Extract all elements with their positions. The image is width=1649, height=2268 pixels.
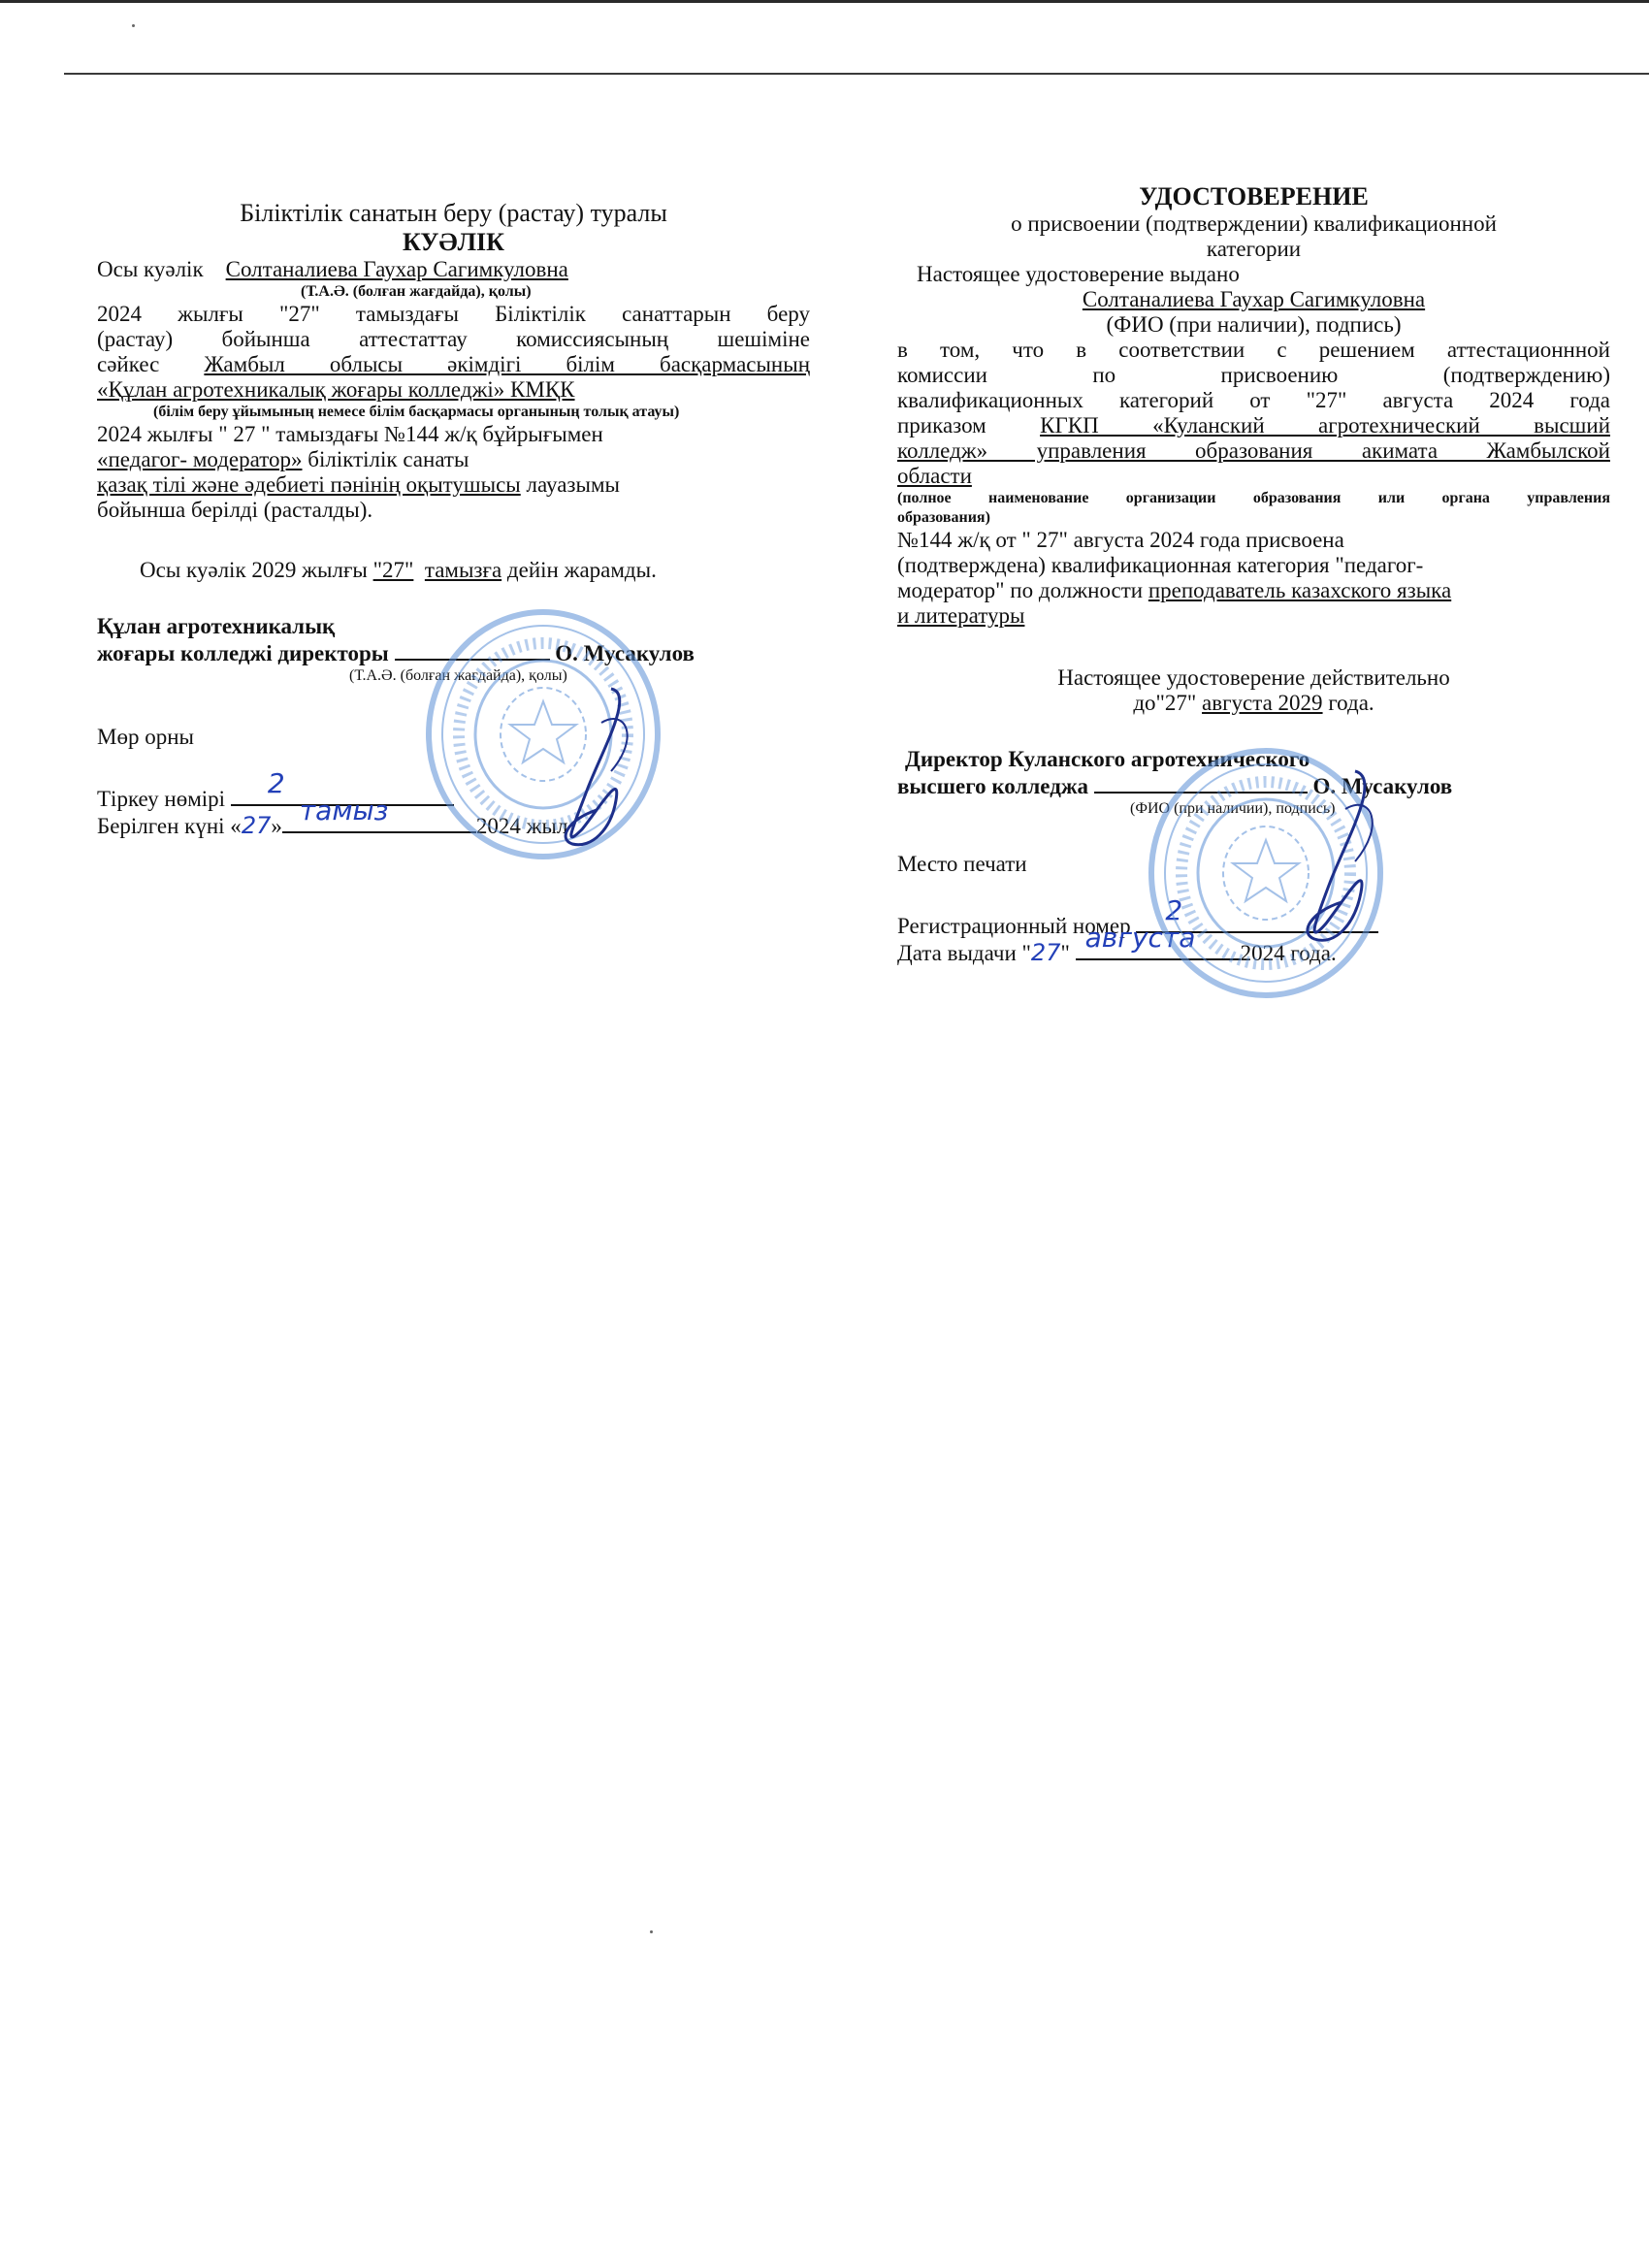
org-line-kz: «Құлан агротехникалық жоғары колледжі» КМҚК bbox=[97, 377, 575, 402]
org-line-ru: колледж» управления образования акимата Жамбылской bbox=[897, 438, 1610, 463]
org-name-ru: КГКП «Куланский агротехнический высший bbox=[1040, 413, 1611, 437]
granted-line-kz: бойынша берілді (расталды). bbox=[97, 498, 373, 522]
seal-place-ru: Место печати bbox=[897, 852, 1027, 876]
category-kz: «педагог- модератор» bbox=[97, 447, 303, 471]
validity-line-kz: Осы куәлік 2029 жылғы "27" тамызға дейін жарамды. bbox=[140, 558, 657, 582]
reg-line-kz: Тіркеу нөмірі 2 bbox=[97, 785, 810, 812]
validity-line-ru: Настоящее удостоверение действительно bbox=[1057, 665, 1450, 690]
body-line-ru: комиссии по присвоению (подтверждению) bbox=[897, 363, 1610, 387]
reg-number-ru: 2 bbox=[1165, 894, 1183, 926]
director-title-ru: Директор Куланского агротехнического bbox=[905, 747, 1310, 771]
director-line-ru: высшего колледжа О. Мусакулов bbox=[897, 774, 1453, 798]
issued-to-line-kz bbox=[97, 257, 810, 282]
certificate-title-ru: УДОСТОВЕРЕНИЕ bbox=[1139, 182, 1369, 211]
date-month-kz: тамыз bbox=[299, 794, 389, 826]
russian-certificate bbox=[897, 182, 1610, 966]
scan-speck bbox=[132, 24, 135, 27]
org-caption-ru: (полное наименование организации образования или органа управления bbox=[897, 490, 1610, 506]
body-line-ru: в том, что в соответствии с решением аттестационнной bbox=[897, 338, 1610, 362]
body-line-kz: 2024 жылғы "27" тамыздағы Біліктілік санаттарын беру bbox=[97, 302, 810, 326]
body-line-ru: квалификационных категорий от "27" августа 2024 года bbox=[897, 388, 1610, 412]
date-month-ru: августа bbox=[1084, 922, 1196, 954]
org-caption-ru: образования) bbox=[897, 509, 990, 526]
kazakh-certificate bbox=[97, 189, 810, 839]
certificate-subtitle-ru: категории bbox=[1206, 237, 1302, 261]
position-line-ru: и литературы bbox=[897, 603, 1025, 628]
category-line-kz: «педагог- модератор» біліктілік санаты bbox=[97, 447, 469, 471]
body-line-ru: приказом КГКП «Куланский агротехнический высший bbox=[897, 413, 1611, 437]
scan-top-edge bbox=[0, 0, 1649, 3]
order-line-ru: №144 ж/қ от " 27" августа 2024 года присвоена bbox=[897, 528, 1344, 552]
org-caption-kz: (білім беру ұйымының немесе білім басқармасы органының толық атауы) bbox=[153, 404, 680, 420]
director-name-ru: О. Мусакулов bbox=[1312, 774, 1453, 798]
body-line-kz: (растау) бойынша аттестаттау комиссиясының шешіміне bbox=[97, 327, 810, 351]
body-line-kz: сәйкес Жамбыл облысы әкімдігі білім басқармасының bbox=[97, 352, 811, 376]
name-caption-ru: (ФИО (при наличии), подпись) bbox=[1106, 312, 1402, 337]
reg-line-ru: Регистрационный номер 2 bbox=[897, 912, 1610, 939]
position-line-ru: модератор" по должности преподаватель казахского языка bbox=[897, 578, 1452, 602]
certificate-title-kz: КУӘЛІК bbox=[403, 228, 504, 256]
person-name-ru: Солтаналиева Гаухар Сагимкуловна bbox=[1082, 287, 1426, 311]
certificate-subtitle-ru: о присвоении (подтверждении) квалификационной bbox=[1011, 211, 1497, 236]
director-name-kz: О. Мусакулов bbox=[555, 641, 695, 665]
reg-number-kz: 2 bbox=[267, 767, 285, 799]
category-line-ru: (подтверждена) квалификационная категория "педагог- bbox=[897, 553, 1424, 577]
name-caption-kz: (Т.А.Ә. (болған жағдайда), қолы) bbox=[301, 283, 532, 300]
issued-to-prefix: Осы куәлік bbox=[97, 257, 204, 281]
certificate-header-kz: Біліктілік санатын беру (растау) туралы bbox=[240, 199, 667, 227]
horizontal-rule bbox=[64, 73, 1649, 75]
position-kz: қазақ тілі және әдебиеті пәнінің оқытушысы bbox=[97, 472, 521, 497]
director-title-kz: Құлан агротехникалық bbox=[97, 614, 336, 638]
date-line-kz: Берілген күні «27» тамыз 2024 жыл bbox=[97, 794, 568, 839]
order-line-kz: 2024 жылғы " 27 " тамыздағы №144 ж/қ бұйрығымен bbox=[97, 422, 603, 446]
position-ru: преподаватель казахского языка bbox=[1148, 578, 1452, 602]
director-caption-ru: (ФИО (при наличии), подпись) bbox=[1130, 800, 1336, 817]
date-line-ru: Дата выдачи "27" августа 2024 года. bbox=[897, 922, 1337, 966]
scan-speck bbox=[650, 1930, 653, 1933]
issued-to-ru: Настоящее удостоверение выдано bbox=[917, 262, 1240, 286]
date-day-ru: 27 bbox=[1030, 939, 1061, 966]
position-line-kz: қазақ тілі және әдебиеті пәнінің оқытушысы лауазымы bbox=[97, 472, 620, 497]
person-name-line-ru bbox=[897, 287, 1610, 312]
director-caption-kz: (Т.А.Ә. (болған жағдайда), қолы) bbox=[349, 667, 567, 684]
org-name-kz: Жамбыл облысы әкімдігі білім басқармасының bbox=[204, 352, 811, 376]
seal-place-kz: Мөр орны bbox=[97, 725, 194, 749]
person-name-kz: Солтаналиева Гаухар Сагимкуловна bbox=[225, 257, 568, 281]
director-line-kz: жоғары колледжі директоры О. Мусакулов bbox=[97, 641, 695, 665]
date-day-kz: 27 bbox=[241, 812, 272, 839]
validity-date-ru: до"27" августа 2029 года. bbox=[1133, 691, 1374, 715]
org-line-ru: области bbox=[897, 464, 972, 488]
